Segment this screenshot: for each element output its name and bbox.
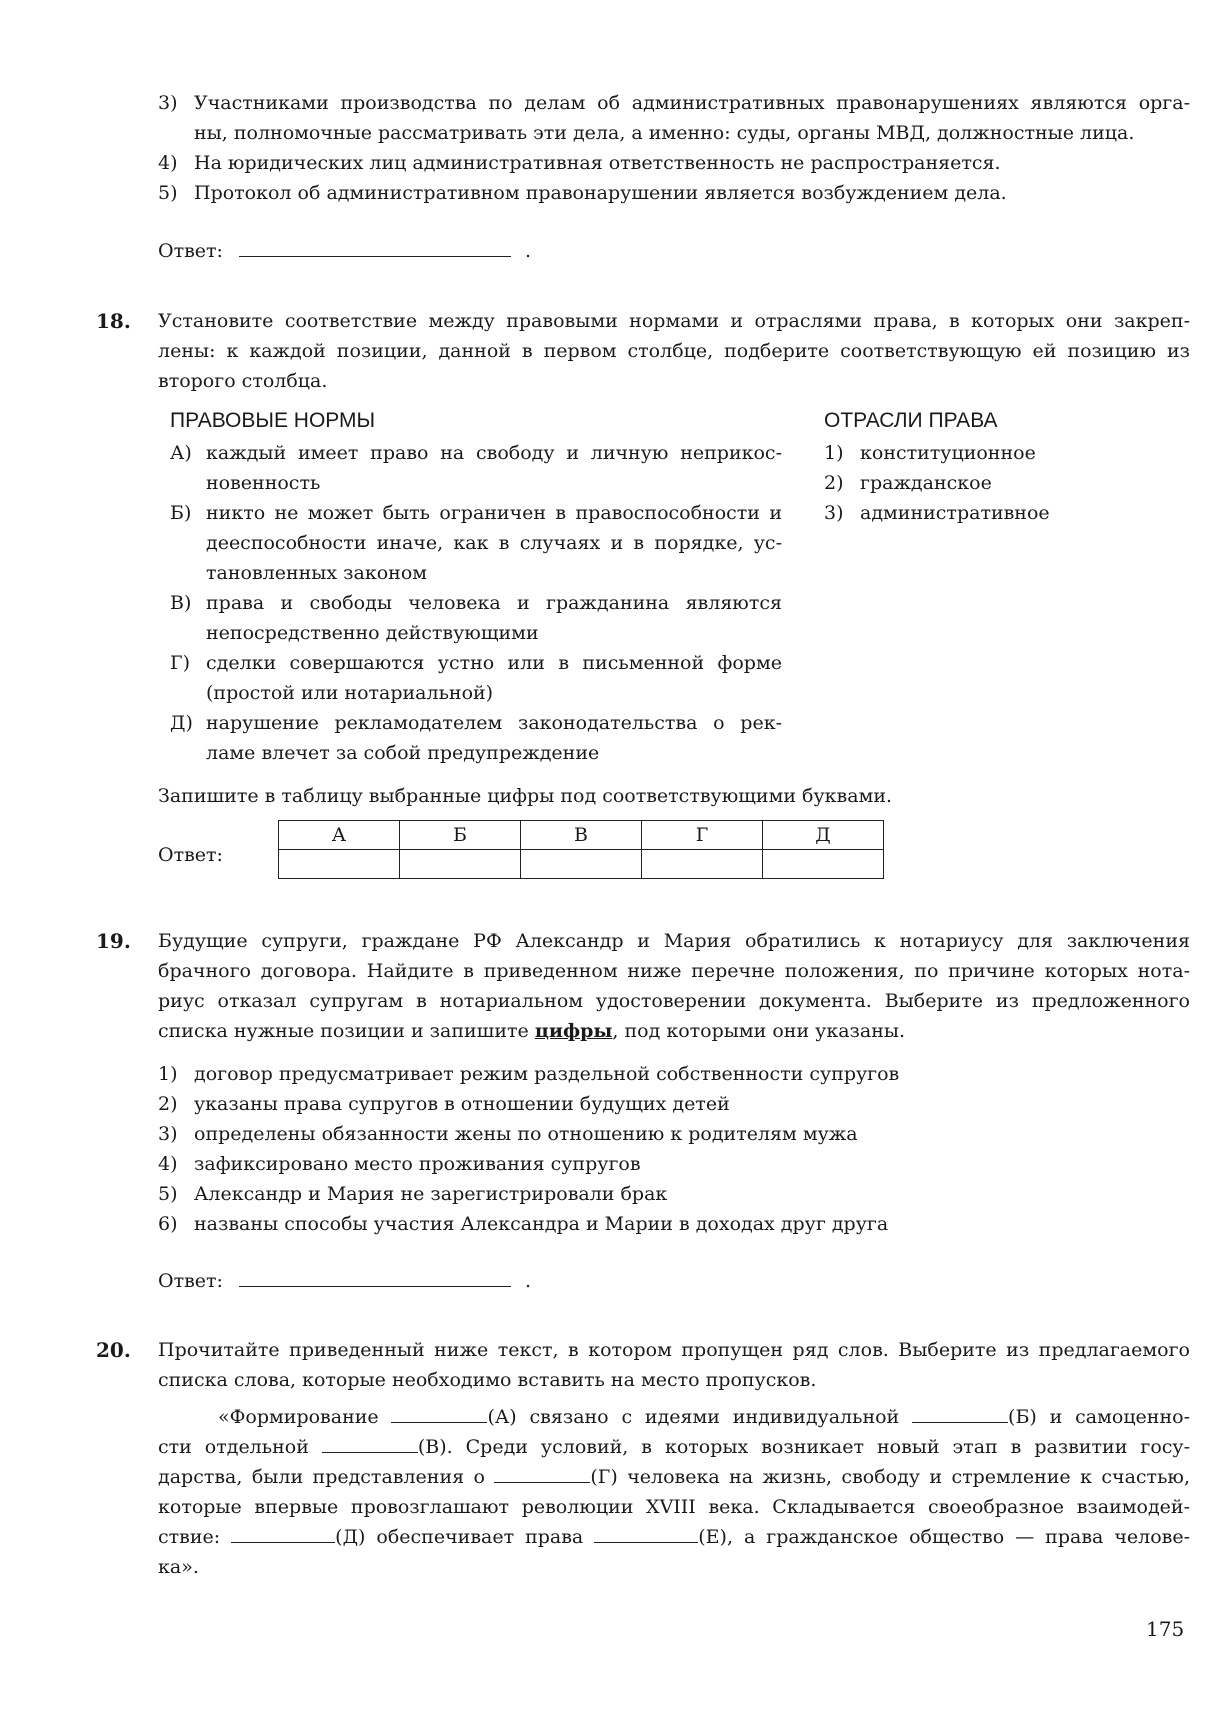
q17-answer: Ответ: . bbox=[158, 236, 531, 266]
norm-d-line2: ламе влечет за собой предупреждение bbox=[206, 742, 600, 764]
q17-item-4: 4) На юридических лиц административная ответственность не распространяется. bbox=[158, 152, 1001, 174]
question-number-19: 19. bbox=[96, 929, 131, 953]
q19-option-1: 1) договор предусматривает режим раздельной собственности супругов bbox=[158, 1063, 900, 1085]
q19-task-line1: Будущие супруги, граждане РФ Александр и Мария обратились к нотариусу для заключения bbox=[158, 930, 1190, 952]
answer-cell-g[interactable] bbox=[642, 850, 763, 879]
q19-task-line4: списка нужные позиции и запишите цифры, под которыми они указаны. bbox=[158, 1020, 906, 1042]
table-header-a: А bbox=[279, 821, 400, 850]
q18-task-line2: лены: к каждой позиции, данной в первом столбце, подберите соответствующую ей позицию из bbox=[158, 340, 1190, 362]
answer-label: Ответ: bbox=[158, 240, 223, 262]
page-number: 175 bbox=[1146, 1617, 1185, 1641]
answer-blank[interactable] bbox=[239, 236, 511, 257]
q19-option-4: 4) зафиксировано место проживания супругов bbox=[158, 1153, 641, 1175]
q17-item-3-line2: ны, полномочные рассматривать эти дела, а именно: суды, органы МВД, должностные лица. bbox=[194, 122, 1135, 144]
q20-task-line2: списка слова, которые необходимо вставить на место пропусков. bbox=[158, 1369, 817, 1391]
norm-a-line2: новенность bbox=[206, 472, 321, 494]
branch-3: 3) административное bbox=[824, 502, 1050, 524]
table-header-v: В bbox=[521, 821, 642, 850]
blank-d[interactable] bbox=[231, 1522, 335, 1543]
q19-task-line3: риус отказал супругам в нотариальном удостоверении документа. Выберите из предложенного bbox=[158, 990, 1190, 1012]
q20-text-line5: ствие: (Д) обеспечивает права (Е), а гражданское общество — права челове- bbox=[158, 1522, 1190, 1552]
q17-item-5: 5) Протокол об административном правонарушении является возбуждением дела. bbox=[158, 182, 1007, 204]
branch-1: 1) конституционное bbox=[824, 442, 1036, 464]
answer-blank[interactable] bbox=[239, 1266, 511, 1287]
branch-2: 2) гражданское bbox=[824, 472, 992, 494]
q18-instruction: Запишите в таблицу выбранные цифры под соответствующими буквами. bbox=[158, 785, 893, 807]
norm-a-line1: А) каждый имеет право на свободу и личную неприкос- bbox=[170, 442, 782, 464]
q18-answer-table bbox=[278, 820, 884, 879]
norm-d-line1: Д) нарушение рекламодателем законодательства о рек- bbox=[170, 712, 782, 734]
q20-text-line6: ка». bbox=[158, 1556, 199, 1578]
left-column-header: ПРАВОВЫЕ НОРМЫ bbox=[170, 409, 376, 432]
norm-g-line2: (простой или нотариальной) bbox=[206, 682, 494, 704]
q18-task-line3: второго столбца. bbox=[158, 370, 328, 392]
blank-e[interactable] bbox=[594, 1522, 698, 1543]
emphasis-digits: цифры bbox=[534, 1020, 613, 1042]
q20-text-line2: сти отдельной (В). Среди условий, в которых возникает новый этап в развитии госу- bbox=[158, 1432, 1190, 1462]
norm-g-line1: Г) сделки совершаются устно или в письменной форме bbox=[170, 652, 782, 674]
answer-cell-b[interactable] bbox=[400, 850, 521, 879]
table-header-d: Д bbox=[763, 821, 884, 850]
q19-option-2: 2) указаны права супругов в отношении будущих детей bbox=[158, 1093, 730, 1115]
norm-v-line2: непосредственно действующими bbox=[206, 622, 539, 644]
question-number-20: 20. bbox=[96, 1338, 131, 1362]
table-header-g: Г bbox=[642, 821, 763, 850]
blank-v[interactable] bbox=[322, 1432, 418, 1453]
norm-b-line1: Б) никто не может быть ограничен в правоспособности и bbox=[170, 502, 782, 524]
answer-label: Ответ: bbox=[158, 1270, 223, 1292]
q19-option-3: 3) определены обязанности жены по отношению к родителям мужа bbox=[158, 1123, 858, 1145]
table-header-b: Б bbox=[400, 821, 521, 850]
blank-a[interactable] bbox=[391, 1402, 487, 1423]
q19-task-line2: брачного договора. Найдите в приведенном ниже перечне положения, по причине которых нота- bbox=[158, 960, 1190, 982]
q17-item-3-line1: 3) Участниками производства по делам об административных правонарушениях являются орга- bbox=[158, 92, 1190, 114]
answer-cell-a[interactable] bbox=[279, 850, 400, 879]
answer-cell-d[interactable] bbox=[763, 850, 884, 879]
norm-b-line2: дееспособности иначе, как в случаях и в порядке, ус- bbox=[206, 532, 782, 554]
blank-b[interactable] bbox=[912, 1402, 1008, 1423]
question-number-18: 18. bbox=[96, 309, 131, 333]
q19-option-6: 6) названы способы участия Александра и Марии в доходах друг друга bbox=[158, 1213, 889, 1235]
q18-answer-label: Ответ: bbox=[158, 844, 223, 866]
q20-text-line4: которые впервые провозглашают революции XVIII века. Складывается своеобразное взаимодей- bbox=[158, 1496, 1190, 1518]
q19-answer: Ответ: . bbox=[158, 1266, 531, 1296]
q19-option-5: 5) Александр и Мария не зарегистрировали брак bbox=[158, 1183, 668, 1205]
q18-task-line1: Установите соответствие между правовыми нормами и отраслями права, в которых они закреп- bbox=[158, 310, 1190, 332]
blank-g[interactable] bbox=[494, 1462, 590, 1483]
right-column-header: ОТРАСЛИ ПРАВА bbox=[824, 409, 998, 432]
norm-v-line1: В) права и свободы человека и гражданина являются bbox=[170, 592, 782, 614]
q20-text-line1: «Формирование (А) связано с идеями индивидуальной (Б) и самоценно- bbox=[218, 1402, 1190, 1432]
norm-b-line3: тановленных законом bbox=[206, 562, 428, 584]
q20-task-line1: Прочитайте приведенный ниже текст, в котором пропущен ряд слов. Выберите из предлагаемого bbox=[158, 1339, 1190, 1361]
q20-text-line3: дарства, были представления о (Г) человека на жизнь, свободу и стремление к счастью, bbox=[158, 1462, 1190, 1492]
answer-cell-v[interactable] bbox=[521, 850, 642, 879]
